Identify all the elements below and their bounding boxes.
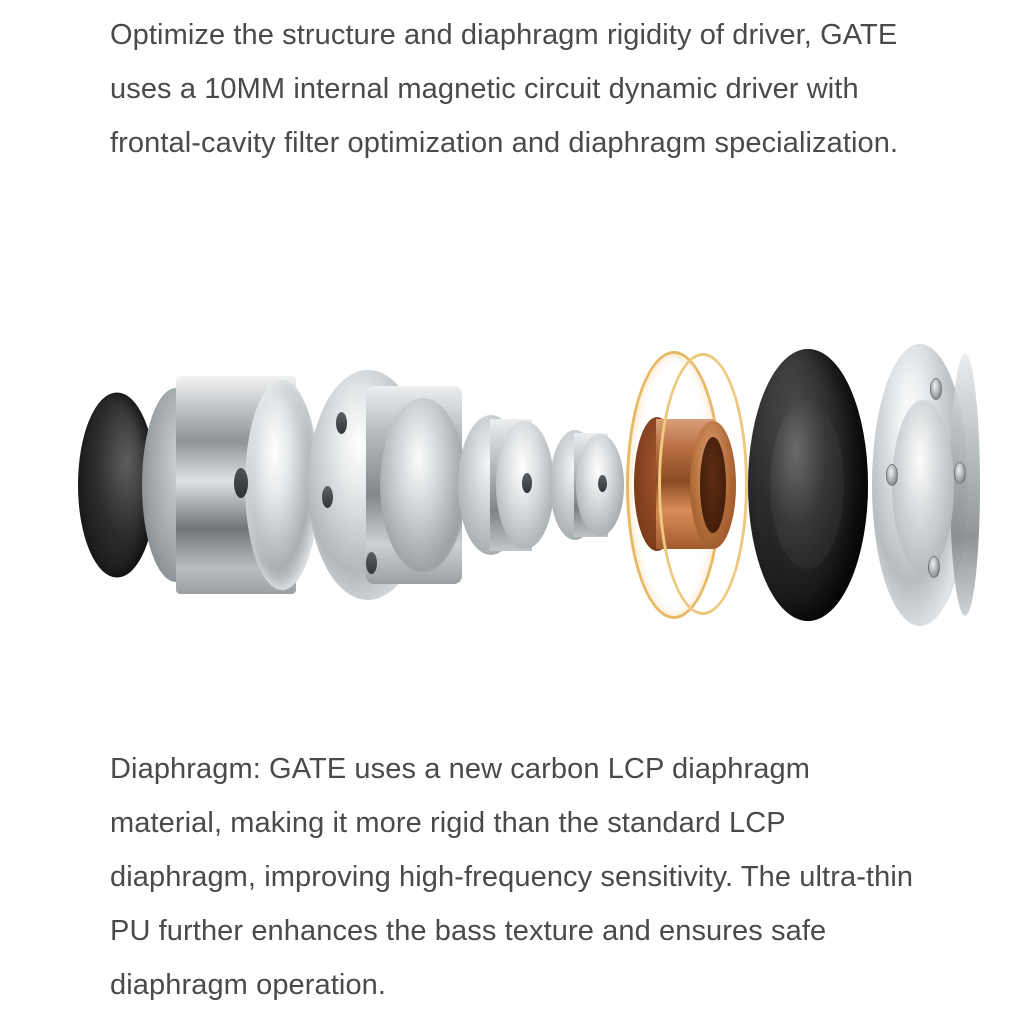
magnet-housing-part xyxy=(142,376,317,594)
flange-plate-hole xyxy=(322,486,333,508)
faceplate-screw-hole xyxy=(954,462,966,484)
faceplate-inner-recess xyxy=(892,400,954,572)
exploded-driver-figure xyxy=(60,330,964,640)
faceplate-screw-hole xyxy=(886,464,898,486)
faceplate-part xyxy=(872,344,984,626)
magnet-housing-vent-hole xyxy=(234,468,248,498)
flange-plate-front-face xyxy=(380,398,466,572)
bottom-paragraph: Diaphragm: GATE uses a new carbon LCP diaphragm material, making it more rigid than the standard LCP diaphragm, improving high-frequency sensitivity. The ultra-thin PU further enhances the bass texture and ensures safe diaphragm operation. xyxy=(110,753,914,1001)
faceplate-screw-hole xyxy=(930,378,942,400)
top-paragraph: Optimize the structure and diaphragm rigidity of driver, GATE uses a 10MM internal magnetic circuit dynamic driver with frontal-cavity filter optimization and diaphragm specialization. xyxy=(110,19,899,159)
washer-small-hole xyxy=(598,475,607,492)
flange-plate-part xyxy=(308,370,466,600)
flange-plate-hole xyxy=(366,552,377,574)
diaphragm-part xyxy=(748,349,868,621)
washer-large-part xyxy=(458,415,554,555)
voice-coil-part xyxy=(612,351,742,619)
voice-coil-suspension-ring-front xyxy=(658,353,748,615)
faceplate-rim xyxy=(950,354,980,616)
diaphragm-dome xyxy=(770,401,844,569)
washer-large-hole xyxy=(522,473,532,493)
flange-plate-hole xyxy=(336,412,347,434)
faceplate-screw-hole xyxy=(928,556,940,578)
